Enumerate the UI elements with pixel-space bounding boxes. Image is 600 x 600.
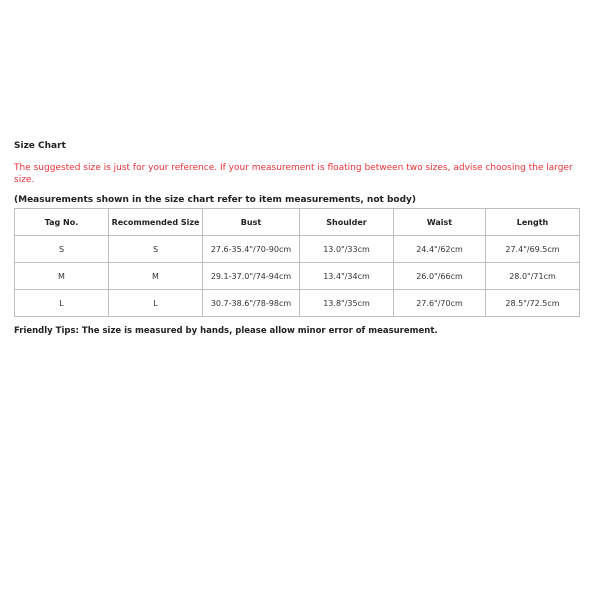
cell-shoulder: 13.4"/34cm: [300, 263, 394, 290]
cell-shoulder: 13.0"/33cm: [300, 236, 394, 263]
cell-waist: 24.4"/62cm: [394, 236, 486, 263]
cell-recommended-size: L: [109, 290, 203, 317]
friendly-tips: Friendly Tips: The size is measured by hands, please allow minor error of measurement.: [14, 326, 438, 336]
size-table: [14, 208, 580, 317]
header-waist: Waist: [394, 209, 486, 236]
cell-length: 27.4"/69.5cm: [486, 236, 580, 263]
cell-waist: 27.6"/70cm: [394, 290, 486, 317]
page-title: Size Chart: [14, 141, 66, 151]
cell-shoulder: 13.8"/35cm: [300, 290, 394, 317]
table-row: [15, 290, 580, 317]
header-shoulder: Shoulder: [300, 209, 394, 236]
header-recommended-size: Recommended Size: [109, 209, 203, 236]
header-length: Length: [486, 209, 580, 236]
table-row: [15, 236, 580, 263]
header-tag-no: Tag No.: [15, 209, 109, 236]
header-bust: Bust: [203, 209, 300, 236]
table-header-row: [15, 209, 580, 236]
size-chart-section: [14, 140, 580, 337]
cell-recommended-size: M: [109, 263, 203, 290]
cell-bust: 27.6-35.4"/70-90cm: [203, 236, 300, 263]
cell-tag-no: M: [15, 263, 109, 290]
table-row: [15, 263, 580, 290]
cell-length: 28.0"/71cm: [486, 263, 580, 290]
cell-tag-no: L: [15, 290, 109, 317]
cell-length: 28.5"/72.5cm: [486, 290, 580, 317]
measurement-note: (Measurements shown in the size chart refer to item measurements, not body): [14, 195, 417, 205]
cell-waist: 26.0"/66cm: [394, 263, 486, 290]
cell-bust: 30.7-38.6"/78-98cm: [203, 290, 300, 317]
cell-tag-no: S: [15, 236, 109, 263]
cell-recommended-size: S: [109, 236, 203, 263]
cell-bust: 29.1-37.0"/74-94cm: [203, 263, 300, 290]
size-advice-note: The suggested size is just for your reference. If your measurement is floating between two sizes, advise choosing the larger size.: [14, 163, 573, 185]
